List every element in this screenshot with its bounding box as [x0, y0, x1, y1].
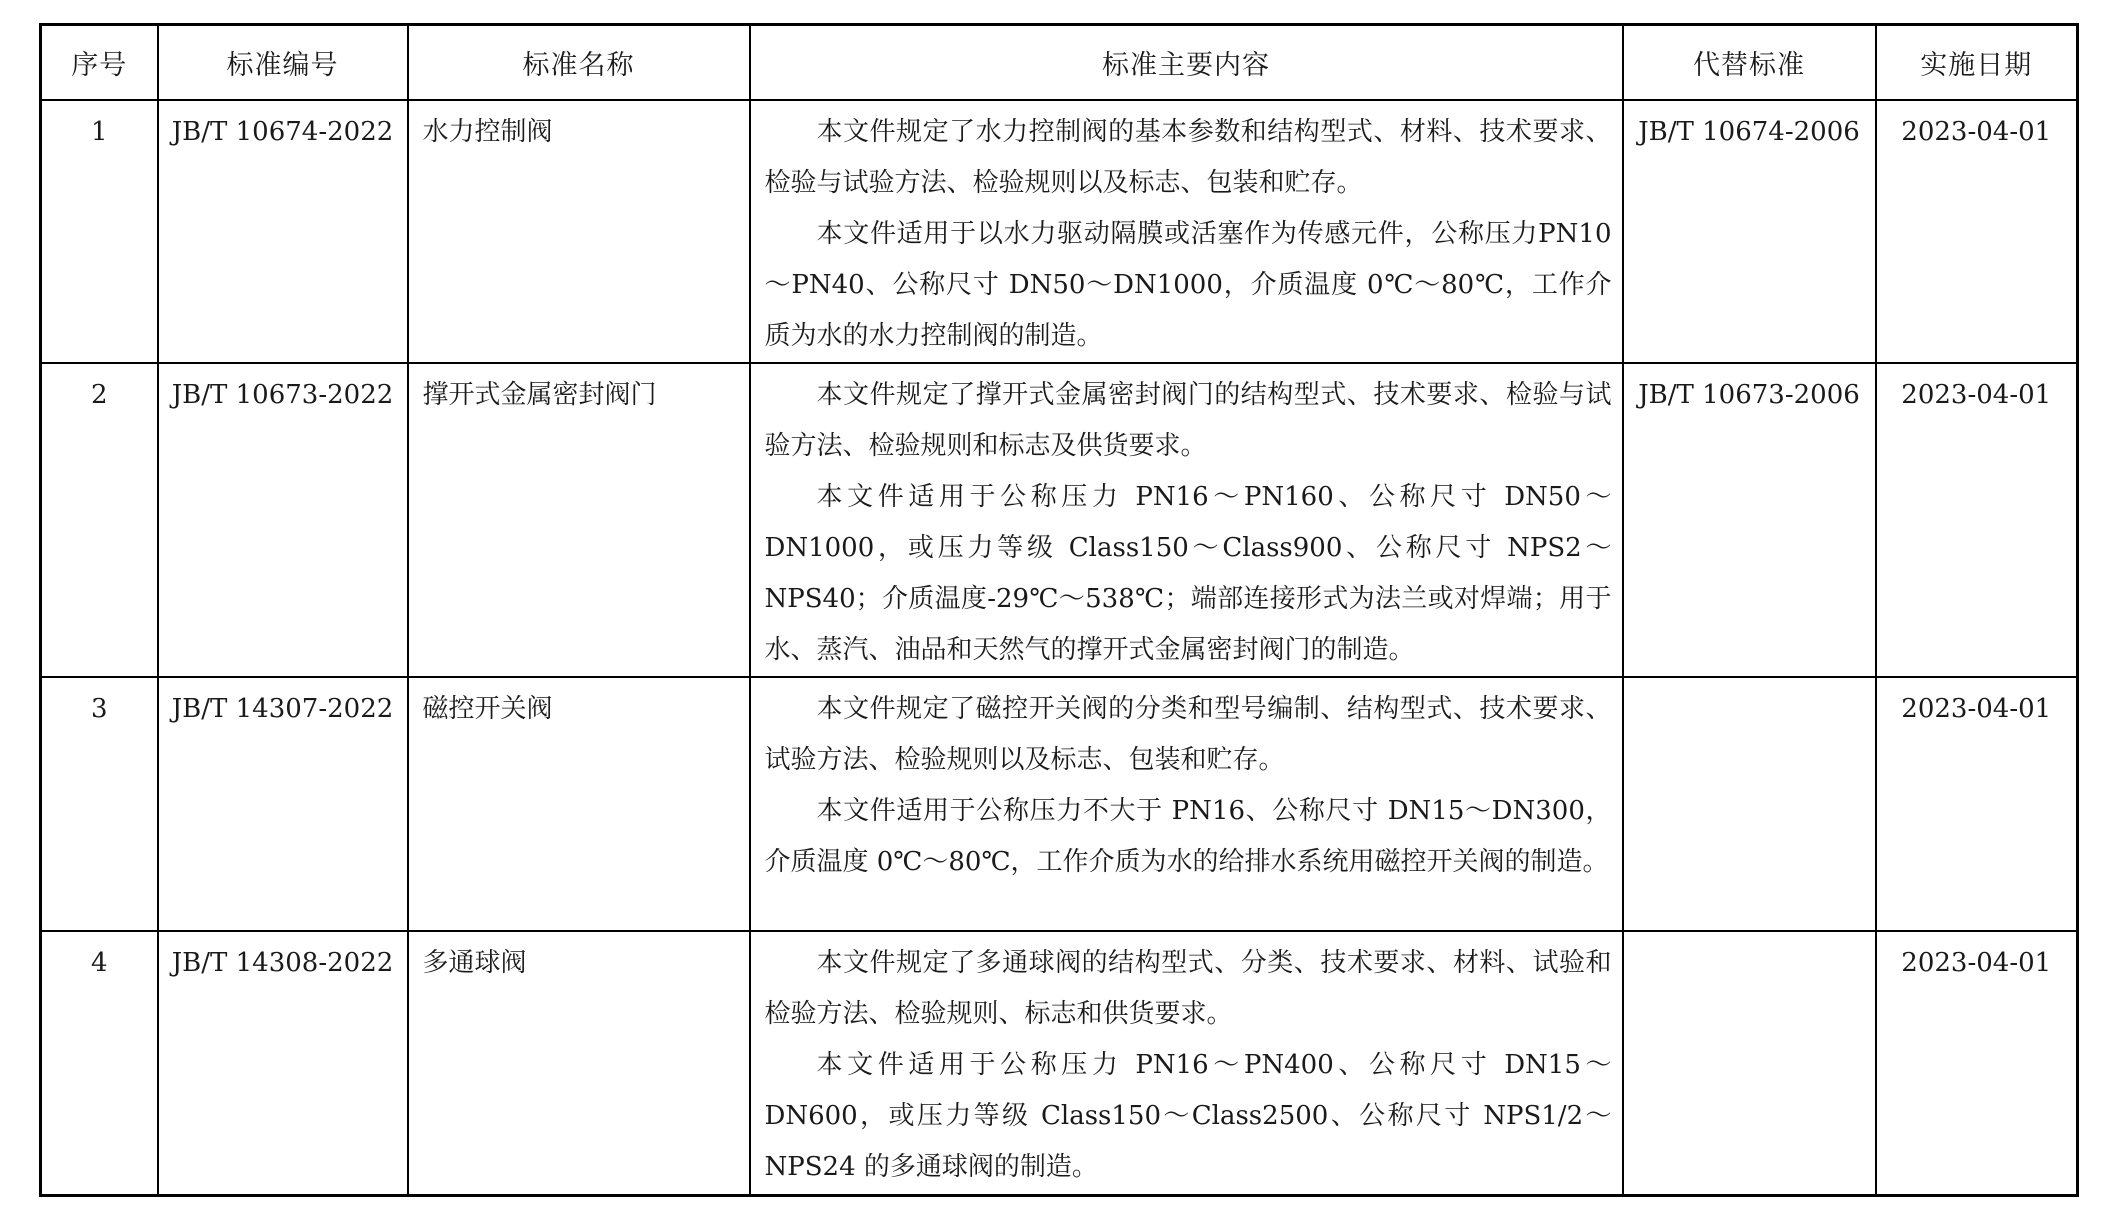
- cell-standard-name: 水力控制阀: [408, 100, 750, 363]
- cell-replaced-standard: JB/T 10673-2006: [1623, 363, 1876, 677]
- cell-no: 1: [41, 100, 158, 363]
- content-applicability-paragraph: 本文件适用于公称压力不大于 PN16、公称尺寸 DN15～DN300，介质温度 0℃～80℃，工作介质为水的给排水系统用磁控开关阀的制造。: [764, 795, 1612, 877]
- cell-main-content: [750, 100, 1623, 363]
- cell-standard-name: 磁控开关阀: [408, 677, 750, 931]
- table-row: [41, 677, 2078, 931]
- content-scope-paragraph: 本文件规定了水力控制阀的基本参数和结构型式、材料、技术要求、检验与试验方法、检验规则以及标志、包装和贮存。: [764, 116, 1612, 198]
- header-replaced-standard: 代替标准: [1623, 25, 1876, 100]
- cell-implementation-date: 2023-04-01: [1876, 363, 2078, 677]
- table-header-row: [41, 25, 2078, 100]
- table-row: [41, 931, 2078, 1196]
- cell-main-content: [750, 363, 1623, 677]
- cell-implementation-date: 2023-04-01: [1876, 677, 2078, 931]
- cell-no: 2: [41, 363, 158, 677]
- cell-replaced-standard: [1623, 677, 1876, 931]
- standards-table: [39, 23, 2079, 1197]
- content-applicability-paragraph: 本文件适用于公称压力 PN16～PN400、公称尺寸 DN15～DN600，或压力等级 Class150～Class2500、公称尺寸 NPS1/2～NPS24 的多通球阀的制造。: [764, 1049, 1612, 1182]
- cell-standard-name: 撑开式金属密封阀门: [408, 363, 750, 677]
- cell-standard-code: JB/T 14307-2022: [158, 677, 408, 931]
- content-scope-paragraph: 本文件规定了磁控开关阀的分类和型号编制、结构型式、技术要求、试验方法、检验规则以及标志、包装和贮存。: [764, 693, 1612, 775]
- cell-main-content: [750, 677, 1623, 931]
- content-applicability-paragraph: 本文件适用于以水力驱动隔膜或活塞作为传感元件，公称压力PN10～PN40、公称尺寸 DN50～DN1000，介质温度 0℃～80℃，工作介质为水的水力控制阀的制造。: [764, 218, 1612, 351]
- cell-main-content: [750, 931, 1623, 1196]
- cell-standard-code: JB/T 10674-2022: [158, 100, 408, 363]
- cell-no: 3: [41, 677, 158, 931]
- table-row: [41, 363, 2078, 677]
- cell-standard-name: 多通球阀: [408, 931, 750, 1196]
- cell-replaced-standard: [1623, 931, 1876, 1196]
- header-implementation-date: 实施日期: [1876, 25, 2078, 100]
- cell-implementation-date: 2023-04-01: [1876, 931, 2078, 1196]
- content-applicability-paragraph: 本文件适用于公称压力 PN16～PN160、公称尺寸 DN50～DN1000，或压力等级 Class150～Class900、公称尺寸 NPS2～NPS40；介质温度-29℃～538℃；端部连接形式为法兰或对焊端；用于水、蒸汽、油品和天然气的撑开式金属密封阀门的制造。: [764, 481, 1612, 665]
- cell-implementation-date: 2023-04-01: [1876, 100, 2078, 363]
- header-standard-code: 标准编号: [158, 25, 408, 100]
- header-standard-name: 标准名称: [408, 25, 750, 100]
- content-scope-paragraph: 本文件规定了撑开式金属密封阀门的结构型式、技术要求、检验与试验方法、检验规则和标志及供货要求。: [764, 379, 1612, 461]
- header-main-content: 标准主要内容: [750, 25, 1623, 100]
- cell-standard-code: JB/T 14308-2022: [158, 931, 408, 1196]
- cell-replaced-standard: JB/T 10674-2006: [1623, 100, 1876, 363]
- cell-no: 4: [41, 931, 158, 1196]
- content-scope-paragraph: 本文件规定了多通球阀的结构型式、分类、技术要求、材料、试验和检验方法、检验规则、标志和供货要求。: [764, 947, 1612, 1029]
- header-no: 序号: [41, 25, 158, 100]
- table-row: [41, 100, 2078, 363]
- cell-standard-code: JB/T 10673-2022: [158, 363, 408, 677]
